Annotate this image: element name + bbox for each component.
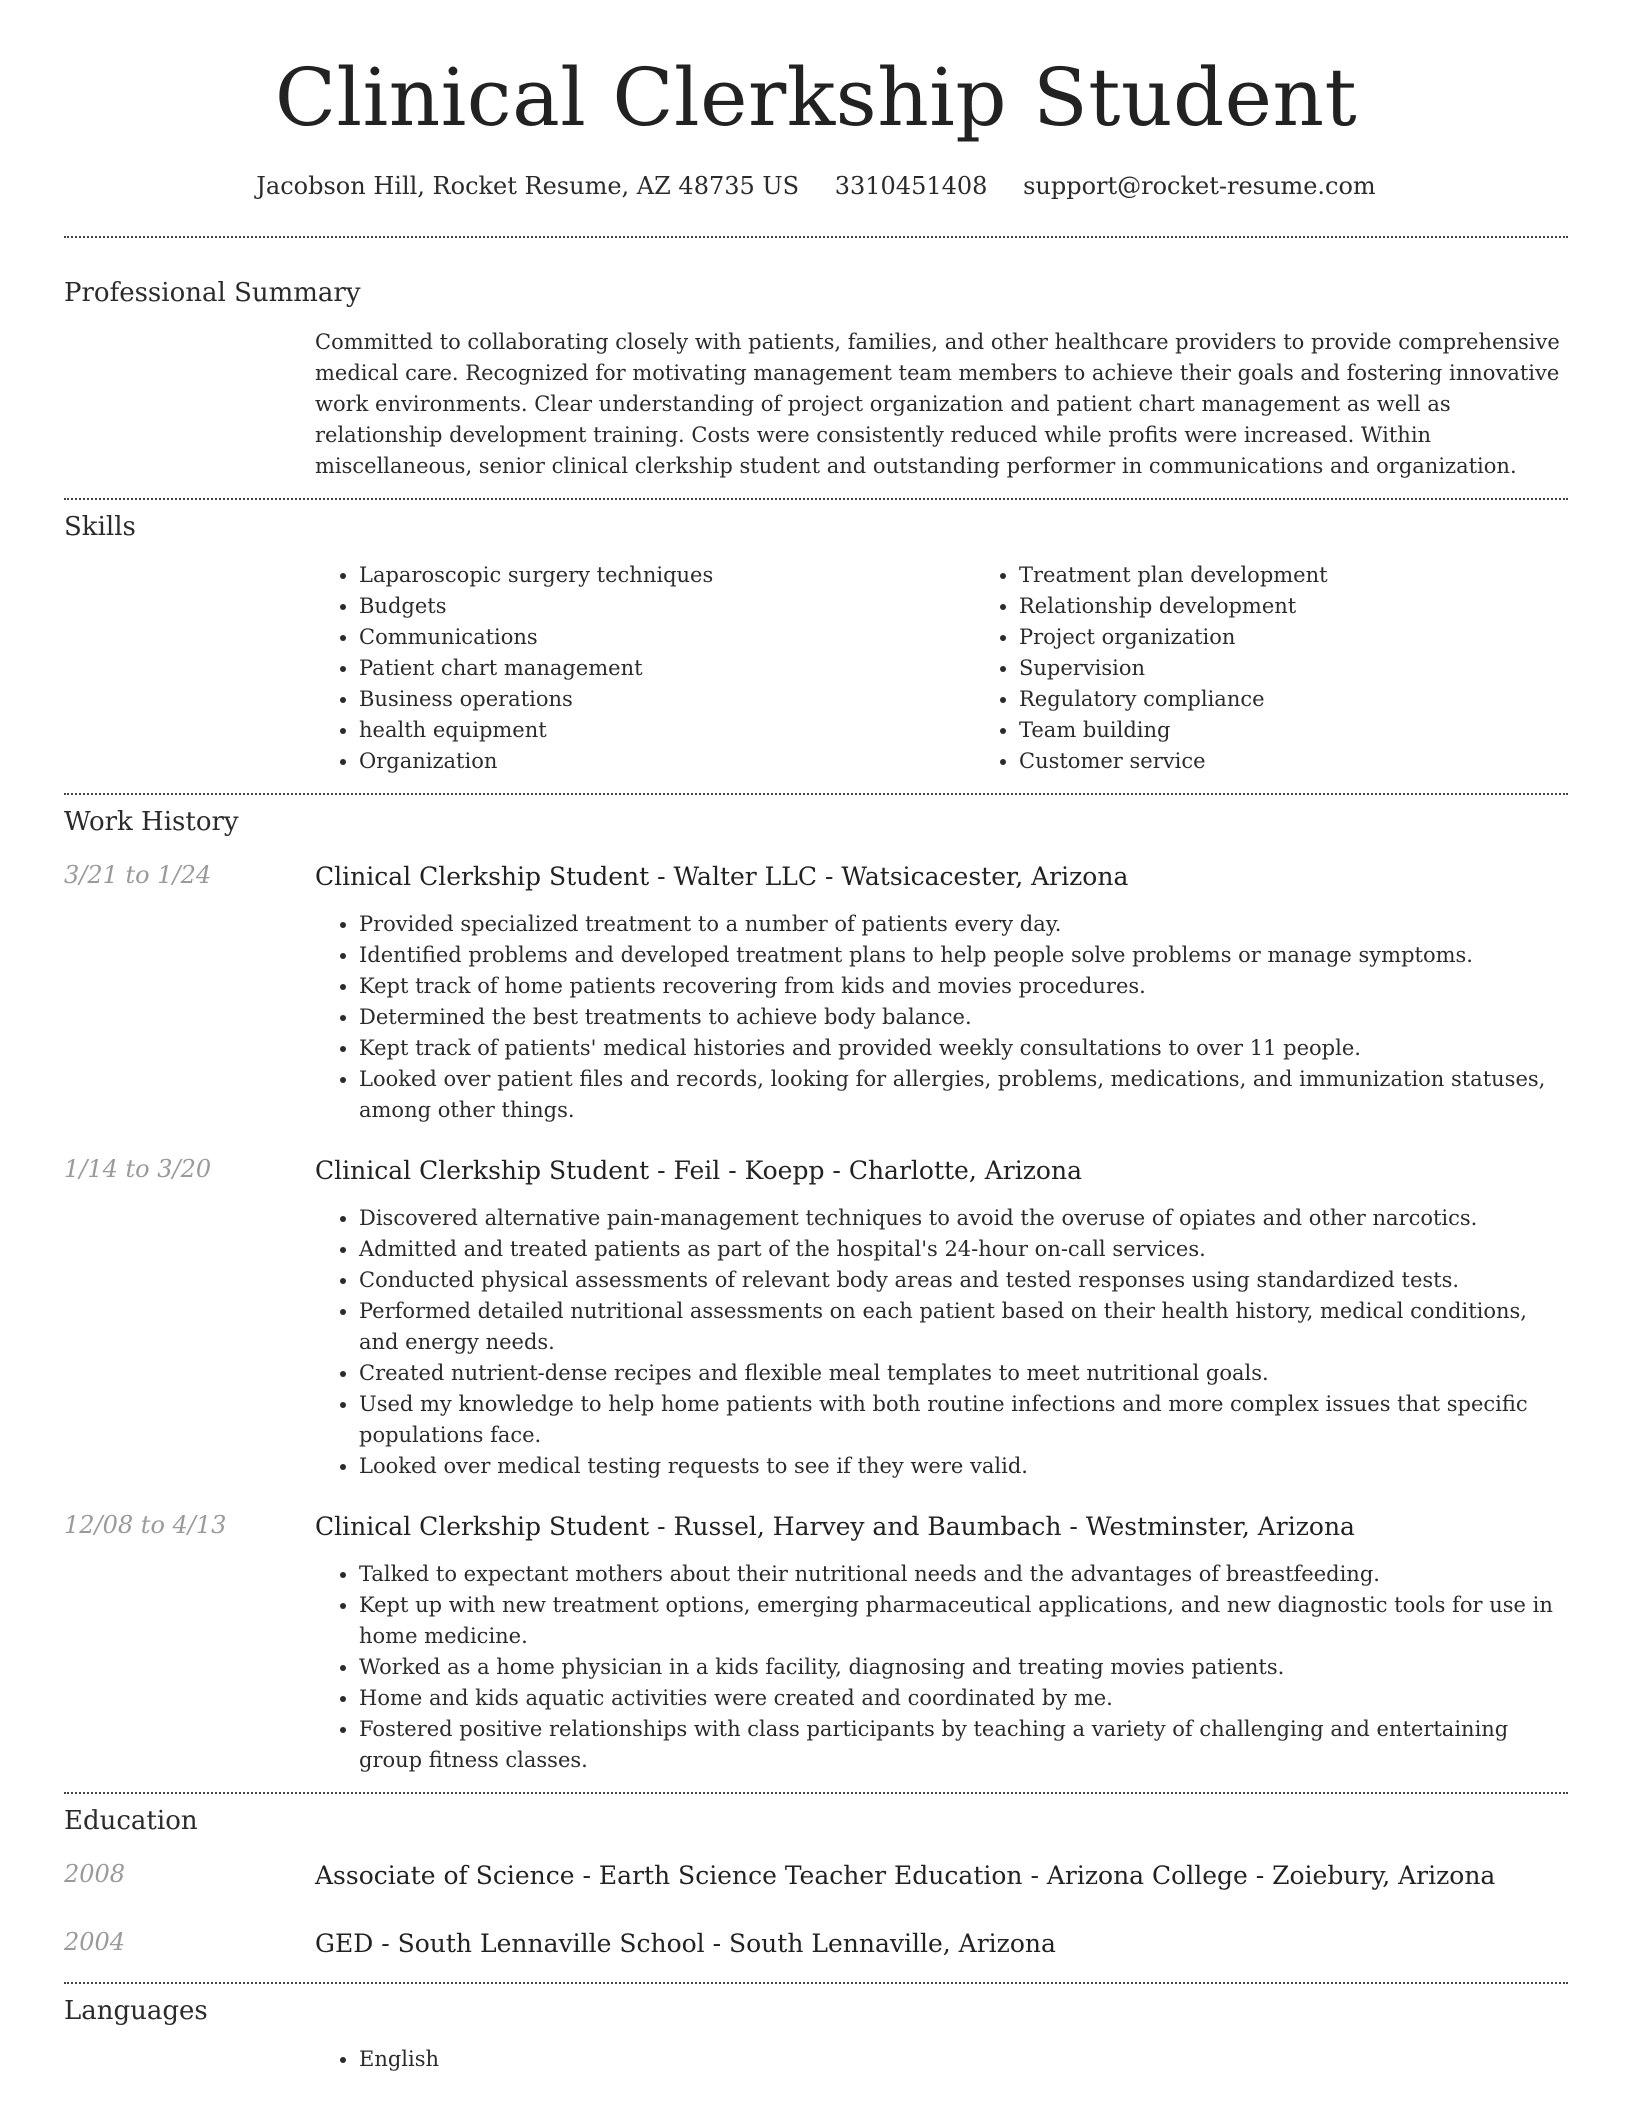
languages-content [315, 2044, 1568, 2075]
skill-item: • Project organization [1019, 622, 1632, 653]
skill-item: • Supervision [1019, 653, 1632, 684]
skill-item: • Business operations [359, 684, 975, 715]
job-bullets [315, 1559, 1568, 1776]
job-bullet: • Created nutrient-dense recipes and flexible meal templates to meet nutritional goals. [359, 1358, 1568, 1389]
job-bullets [315, 909, 1568, 1126]
summary-row [64, 327, 1568, 482]
education-entry [64, 1928, 1568, 1960]
job-bullet: • Used my knowledge to help home patients with both routine infections and more complex issues that specific populations face. [359, 1389, 1568, 1451]
divider [64, 1792, 1568, 1794]
job-bullet: • Talked to expectant mothers about their nutritional needs and the advantages of breastfeeding. [359, 1559, 1568, 1590]
summary-text: Committed to collaborating closely with patients, families, and other healthcare providers to provide comprehensive medical care. Recognized for motivating management team members to achieve their goals and fostering innovative work environments. Clear understanding of project organization and patient chart management as well as relationship development training. Costs were consistently reduced while profits were increased. Within miscellaneous, senior clinical clerkship student and outstanding performer in communications and organization. [315, 330, 1560, 478]
languages-label-col [64, 2044, 315, 2075]
languages-list [315, 2044, 1568, 2075]
skills-left-list [315, 560, 975, 777]
skill-item: • Treatment plan development [1019, 560, 1632, 591]
skill-item: • Customer service [1019, 746, 1632, 777]
divider [64, 236, 1568, 238]
job-content [315, 1155, 1568, 1482]
divider [64, 498, 1568, 500]
job-bullet: • Looked over patient files and records, looking for allergies, problems, medications, and immunization statuses, among other things. [359, 1064, 1568, 1126]
skills-list [315, 560, 1632, 777]
section-title-summary: Professional Summary [64, 278, 361, 308]
education-title: Associate of Science - Earth Science Teacher Education - Arizona College - Zoiebury, Arizona [315, 1861, 1496, 1890]
job-bullet: • Discovered alternative pain-management techniques to avoid the overuse of opiates and other narcotics. [359, 1203, 1568, 1234]
candidate-name: Clinical Clerkship Student [274, 51, 1358, 144]
job-bullet: • Looked over medical testing requests to see if they were valid. [359, 1451, 1568, 1482]
skill-item: • Laparoscopic surgery techniques [359, 560, 975, 591]
job-bullet: • Kept track of home patients recovering from kids and movies procedures. [359, 971, 1568, 1002]
email: support@rocket-resume.com [1023, 172, 1376, 200]
skills-row [64, 560, 1568, 777]
skill-item: • Regulatory compliance [1019, 684, 1632, 715]
languages-row [64, 2044, 1568, 2075]
contact-line [64, 172, 1568, 200]
address: Jacobson Hill, Rocket Resume, AZ 48735 US [256, 172, 800, 200]
job-dates: 3/21 to 1/24 [64, 861, 212, 889]
job-entry [64, 1511, 1568, 1776]
section-title-skills: Skills [64, 512, 136, 542]
job-content [315, 861, 1568, 1126]
education-year: 2004 [64, 1928, 126, 1956]
job-bullet: • Kept track of patients' medical histories and provided weekly consultations to over 11 people. [359, 1033, 1568, 1064]
section-title-languages: Languages [64, 1996, 208, 2026]
skill-item: • Budgets [359, 591, 975, 622]
job-bullet: • Kept up with new treatment options, emerging pharmaceutical applications, and new diagnostic tools for use in home medicine. [359, 1590, 1568, 1652]
job-entry [64, 861, 1568, 1126]
job-content [315, 1511, 1568, 1776]
job-bullet: • Worked as a home physician in a kids facility, diagnosing and treating movies patients. [359, 1652, 1568, 1683]
phone: 3310451408 [834, 172, 988, 200]
job-title: Clinical Clerkship Student - Feil - Koepp - Charlotte, Arizona [315, 1156, 1082, 1185]
job-bullet: • Determined the best treatments to achieve body balance. [359, 1002, 1568, 1033]
skill-item: • Team building [1019, 715, 1632, 746]
skill-item: • Communications [359, 622, 975, 653]
summary-label-col [64, 327, 315, 482]
divider [64, 793, 1568, 795]
job-bullet: • Provided specialized treatment to a number of patients every day. [359, 909, 1568, 940]
education-entry [64, 1860, 1568, 1892]
divider [64, 1982, 1568, 1984]
job-dates: 12/08 to 4/13 [64, 1511, 227, 1539]
job-bullet: • Performed detailed nutritional assessments on each patient based on their health history, medical conditions, and energy needs. [359, 1296, 1568, 1358]
section-title-work: Work History [64, 807, 239, 837]
section-title-education: Education [64, 1806, 198, 1836]
skills-right-list [975, 560, 1632, 777]
skill-item: • health equipment [359, 715, 975, 746]
skill-item: • Relationship development [1019, 591, 1632, 622]
job-title: Clinical Clerkship Student - Walter LLC - Watsicacester, Arizona [315, 862, 1129, 891]
job-bullet: • Fostered positive relationships with class participants by teaching a variety of challenging and entertaining group fitness classes. [359, 1714, 1568, 1776]
job-entry [64, 1155, 1568, 1482]
job-bullet: • Home and kids aquatic activities were created and coordinated by me. [359, 1683, 1568, 1714]
skill-item: • Patient chart management [359, 653, 975, 684]
education-year: 2008 [64, 1860, 126, 1888]
job-bullet: • Admitted and treated patients as part of the hospital's 24-hour on-call services. [359, 1234, 1568, 1265]
job-dates: 1/14 to 3/20 [64, 1155, 212, 1183]
job-bullet: • Conducted physical assessments of relevant body areas and tested responses using standardized tests. [359, 1265, 1568, 1296]
job-bullet: • Identified problems and developed treatment plans to help people solve problems or manage symptoms. [359, 940, 1568, 971]
job-title: Clinical Clerkship Student - Russel, Harvey and Baumbach - Westminster, Arizona [315, 1512, 1355, 1541]
language-item: • English [359, 2044, 1568, 2075]
education-title: GED - South Lennaville School - South Lennaville, Arizona [315, 1929, 1056, 1958]
resume-page [64, 0, 1568, 2075]
job-bullets [315, 1203, 1568, 1482]
skill-item: • Organization [359, 746, 975, 777]
skills-label-col [64, 560, 315, 777]
